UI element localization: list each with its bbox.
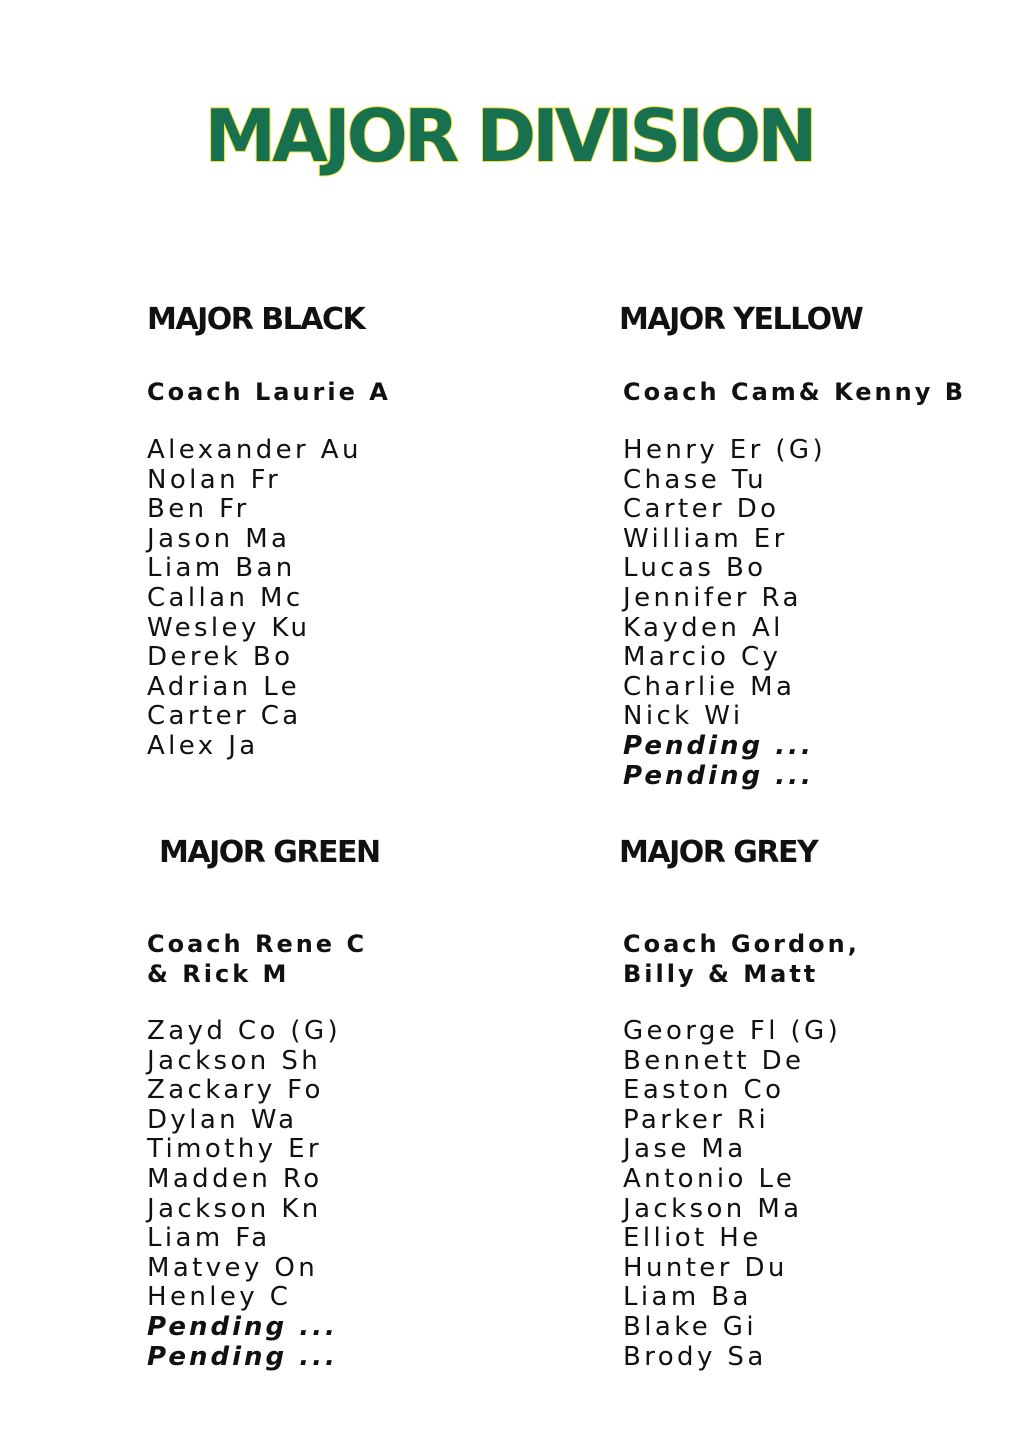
player-name: Jackson Sh [147, 1045, 322, 1076]
player-name: Liam Ba [623, 1282, 752, 1313]
player-name: Blake Gi [623, 1311, 757, 1342]
team-name: MAJOR YELLOW [619, 302, 863, 337]
player-name: Zackary Fo [147, 1075, 324, 1106]
player-name: Easton Co [623, 1075, 785, 1106]
player-name: Wesley Ku [147, 612, 311, 643]
player-name: Callan Mc [147, 582, 304, 613]
team-name: MAJOR BLACK [147, 302, 365, 337]
player-name: George Fl (G) [623, 1016, 842, 1046]
coach-line: Coach Cam& Kenny B [623, 378, 966, 406]
player-list [147, 1017, 341, 1372]
player-name: Liam Ban [147, 553, 296, 584]
player-name: Henry Er (G) [623, 435, 826, 465]
player-name: Liam Fa [147, 1223, 271, 1254]
coach-line: Coach Rene C [147, 930, 368, 958]
coach-label [147, 378, 391, 408]
player-name: Kayden Al [623, 612, 784, 643]
player-list [623, 436, 826, 791]
player-name: Marcio Cy [623, 642, 782, 673]
player-name: Jennifer Ra [623, 582, 802, 613]
coach-line: Coach Gordon, [623, 930, 860, 958]
player-name: Chase Tu [623, 464, 767, 495]
player-name: Jason Ma [147, 523, 291, 554]
coach-line: Billy & Matt [623, 959, 819, 988]
player-name: Jackson Ma [623, 1193, 803, 1224]
player-name: Charlie Ma [623, 671, 796, 702]
player-pending: Pending ... [147, 1311, 338, 1342]
player-name: Dylan Wa [147, 1104, 298, 1135]
page-title: MAJOR DIVISION [204, 94, 814, 178]
player-name: Jackson Kn [147, 1193, 322, 1224]
player-name: Nolan Fr [147, 464, 282, 495]
player-name: Nick Wi [623, 701, 744, 732]
coach-line: & Rick M [147, 959, 290, 988]
player-list [147, 436, 362, 762]
player-name: Carter Do [623, 494, 780, 525]
player-name: Timothy Er [147, 1134, 322, 1165]
player-name: Alex Ja [147, 730, 259, 761]
player-name: William Er [623, 523, 788, 554]
player-name: Jase Ma [623, 1134, 747, 1165]
player-name: Henley C [147, 1282, 292, 1313]
player-pending: Pending ... [147, 1341, 338, 1372]
player-name: Hunter Du [623, 1252, 788, 1283]
player-name: Adrian Le [147, 671, 301, 702]
player-name: Zayd Co (G) [147, 1016, 342, 1046]
player-name: Bennett De [623, 1045, 805, 1076]
coach-label [147, 930, 367, 989]
player-name: Antonio Le [623, 1163, 796, 1194]
player-name: Brody Sa [623, 1341, 767, 1372]
team-name: MAJOR GREEN [159, 835, 380, 870]
player-name: Carter Ca [147, 701, 302, 732]
team-name: MAJOR GREY [619, 835, 818, 870]
player-name: Parker Ri [623, 1104, 770, 1135]
player-name: Derek Bo [147, 642, 294, 673]
player-pending: Pending ... [623, 760, 814, 791]
coach-label [623, 930, 860, 989]
player-list [623, 1017, 841, 1372]
coach-label [623, 378, 966, 408]
player-name: Matvey On [147, 1252, 319, 1283]
coach-line: Coach Laurie A [147, 378, 391, 406]
player-name: Elliot He [623, 1223, 762, 1254]
player-name: Alexander Au [147, 435, 362, 465]
player-name: Ben Fr [147, 494, 250, 525]
player-pending: Pending ... [623, 730, 814, 761]
player-name: Lucas Bo [623, 553, 767, 584]
player-name: Madden Ro [147, 1163, 323, 1194]
